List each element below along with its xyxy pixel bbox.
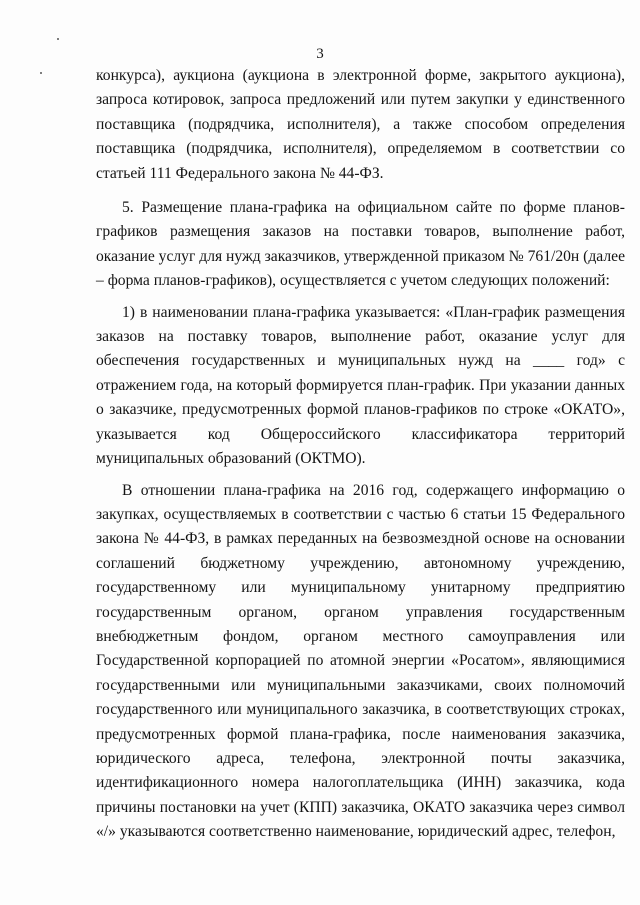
page-number: 3 <box>316 46 324 62</box>
paragraph-item-5: 5. Размещение плана-графика на официальном сайте по форме планов-графиков размещения заказов на поставки товаров, выполнение работ, оказание услуг для нужд заказчиков, утвержденной приказом № 761/20н (далее – форма планов-графиков), осуществляется с учетом следующих положений: <box>96 199 625 290</box>
scan-speck <box>57 38 59 40</box>
paragraph-continuation: конкурса), аукциона (аукциона в электронной форме, закрытого аукциона), запроса котировок, запроса предложений или путем закупки у единственного поставщика (подрядчика, исполнителя), а также способом определения поставщика (подрядчика, исполнителя), определяемом в соответствии со статьей 111 Федерального закона № 44-ФЗ. <box>96 67 625 182</box>
scan-speck <box>40 72 42 74</box>
paragraph-subitem-1: 1) в наименовании плана-графика указывается: «План-график размещения заказов на поставку товаров, выполнение работ, оказание услуг для обеспечения государственных и муниципальных нужд на ____ год» с отражением года, на который формируется план-график. При указании данных о заказчике, предусмотренных формой планов-графиков по строке «ОКАТО», указывается код Общероссийского классификатора территорий муниципальных образований (ОКТМО). <box>96 303 625 468</box>
document-body <box>96 64 625 845</box>
paragraph-2016-plan: В отношении плана-графика на 2016 год, содержащего информацию о закупках, осуществляемых в соответствии с частью 6 статьи 15 Федерального закона № 44-ФЗ, в рамках переданных на безвозмездной основе на основании соглашений бюджетному учреждению, автономному учреждению, государственному или муниципальному унитарному предприятию государственным органом, органом управления государственным внебюджетным фондом, органом местного самоуправления или Государственной корпорацией по атомной энергии «Росатом», являющимися государственными или муниципальными заказчиками, своих полномочий государственного или муниципального заказчика, в соответствующих строках, предусмотренных формой плана-графика, после наименования заказчика, юридического адреса, телефона, электронной почты заказчика, идентификационного номера налогоплательщика (ИНН) заказчика, кода причины постановки на учет (КПП) заказчика, ОКАТО заказчика через символ «/» указываются соответственно наименование, юридический адрес, телефон, <box>96 481 625 841</box>
